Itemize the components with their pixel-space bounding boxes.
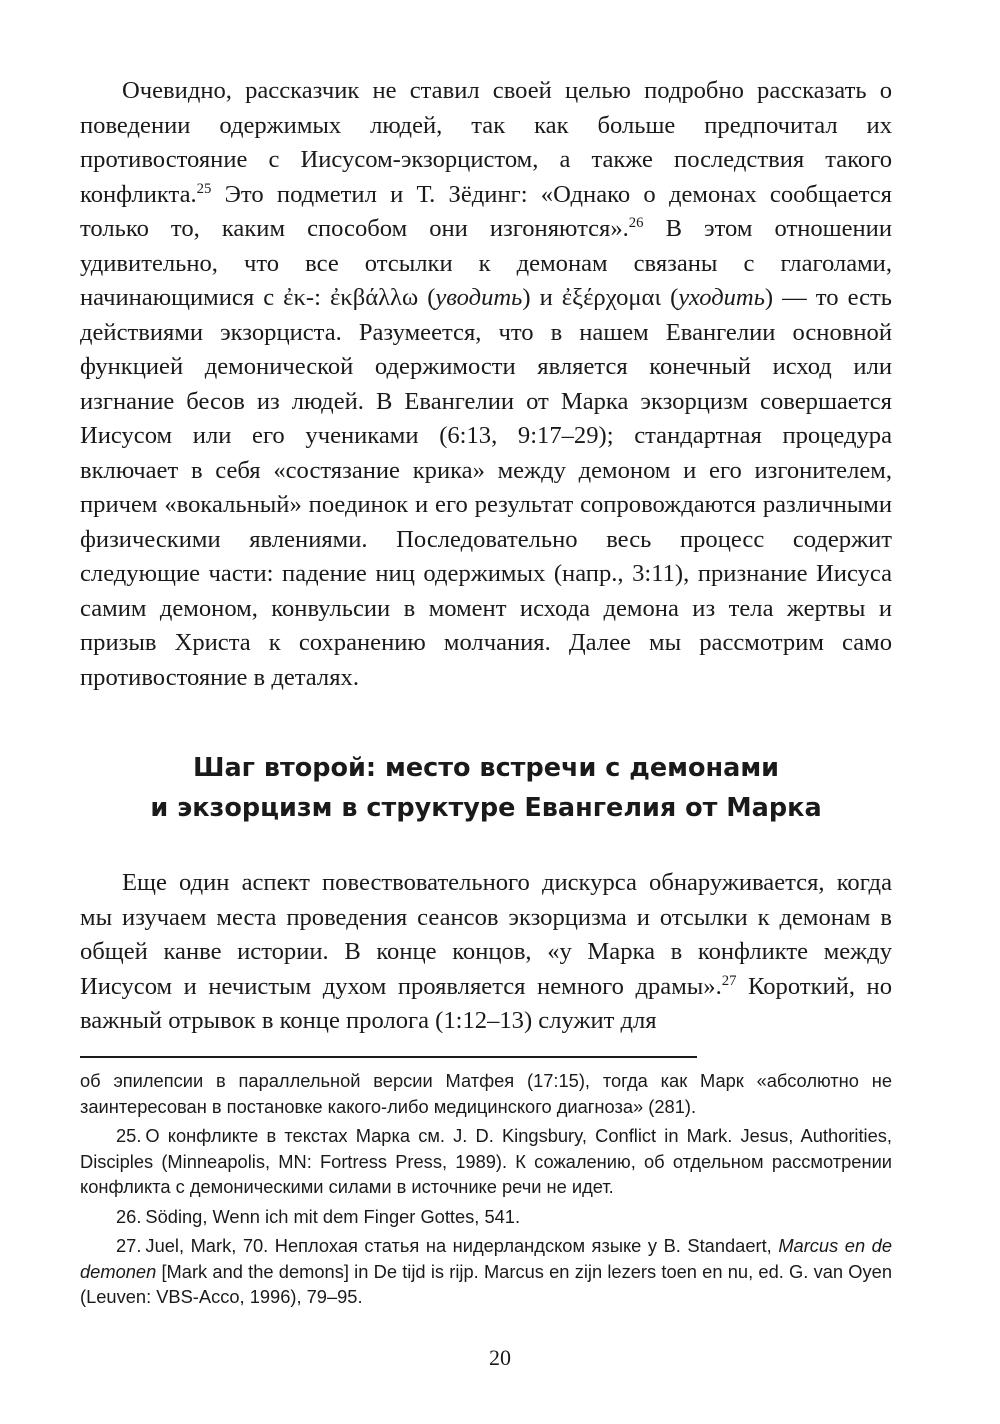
paragraph-2-text-b: Короткий, но важный отрывок в конце пролога (1:12–13) служит для [80, 972, 892, 1034]
paragraph-2 [80, 866, 892, 1039]
italic-term-uvodit: уводить [435, 284, 523, 311]
paragraph-2-text-a: Еще один аспект повествовательного дискурса обнаруживается, когда мы изучаем места проведения сеансов экзорцизма и отсылки к демонам в общей канве истории. В конце концов, «у Марка в конфликте между Иисусом и нечистым духом проявляется немного драмы». [80, 869, 892, 1000]
paragraph-1-text-a: Очевидно, рассказчик не ставил своей целью подробно рассказать о поведении одержимых людей, так как больше предпочитал их противостояние с Иисусом-экзорцистом, а также последствия такого конфликта. [80, 77, 892, 208]
section-heading [80, 748, 892, 828]
paragraph-1-text-d: ) и ἐξέρχομαι ( [522, 284, 679, 311]
italic-term-uhodit: уходить [678, 284, 765, 311]
page-number: 20 [489, 1345, 511, 1370]
footnote-26-number: 26. [116, 1205, 142, 1227]
section-heading-line-2: и экзорцизм в структуре Евангелия от Марка [150, 793, 822, 823]
footnote-25-text: О конфликте в текстах Марка см. J. D. Kingsbury, Conflict in Mark. Jesus, Authorities, Disciples (Minneapolis, MN: Fortress Press, 1989). К сожалению, об отдельном рассмотрении конфликта с демоническими силами в источнике речи не идет. [80, 1125, 892, 1197]
paragraph-1-text-c: В этом отношении удивительно, что все отсылки к демонам связаны с глаголами, начинающимися с ἐκ-: ἐκβάλλω ( [80, 215, 892, 311]
footnote-continuation: об эпилепсии в параллельной версии Матфея (17:15), тогда как Марк «абсолютно не заинтересован в постановке какого-либо медицинского диагноза» (281). [80, 1070, 892, 1117]
paragraph-1-text-b: Это подметил и Т. Зёдинг: «Однако о демонах сообщается только то, каким способом они изгоняются». [80, 180, 892, 242]
footnote-ref-26[interactable]: 26 [628, 214, 644, 231]
footnote-ref-25[interactable]: 25 [196, 180, 212, 197]
footnote-27-text-a: Juel, Mark, 70. Неплохая статья на нидерландском языке у B. Standaert, [145, 1235, 779, 1256]
section-heading-line-1: Шаг второй: место встречи с демонами [192, 753, 780, 783]
footnote-27-text-b: [Mark and the demons] in De tijd is rijp. Marcus en zijn lezers toen en nu, ed. G. van Oyen (Leuven: VBS-Acco, 1996), 79–95. [80, 1260, 892, 1307]
footnote-25 [80, 1123, 892, 1200]
footnote-26 [80, 1204, 892, 1230]
footnote-25-number: 25. [116, 1125, 142, 1146]
footnote-27 [80, 1233, 892, 1310]
footnote-ref-27[interactable]: 27 [721, 972, 737, 989]
paragraph-1 [80, 74, 892, 695]
footnote-27-number: 27. [116, 1235, 142, 1256]
paragraph-1-text-e: ) — то есть действиями экзорциста. Разумеется, что в нашем Евангелии основной функцией демонической одержимости является конечный исход или изгнание бесов из людей. В Евангелии от Марка экзорцизм совершается Иисусом или его учениками (6:13, 9:17–29); стандартная процедура включает в себя «состязание крика» между демоном и его изгонителем, причем «вокальный» поединок и его результат сопровождаются различными физическими явлениями. Последовательно весь процесс содержит следующие части: падение ниц одержимых (напр., 3:11), признание Иисуса самим демоном, конвульсии в момент исхода демона из тела жертвы и призыв Христа к сохранению молчания. Далее мы рассмотрим само противостояние в деталях. [80, 284, 892, 691]
footnote-27-italic-title: Marcus en de demonen [80, 1235, 893, 1282]
footnotes [80, 1068, 892, 1314]
footnote-separator [80, 1056, 697, 1058]
footnote-26-text: Söding, Wenn ich mit dem Finger Gottes, 541. [145, 1205, 521, 1227]
